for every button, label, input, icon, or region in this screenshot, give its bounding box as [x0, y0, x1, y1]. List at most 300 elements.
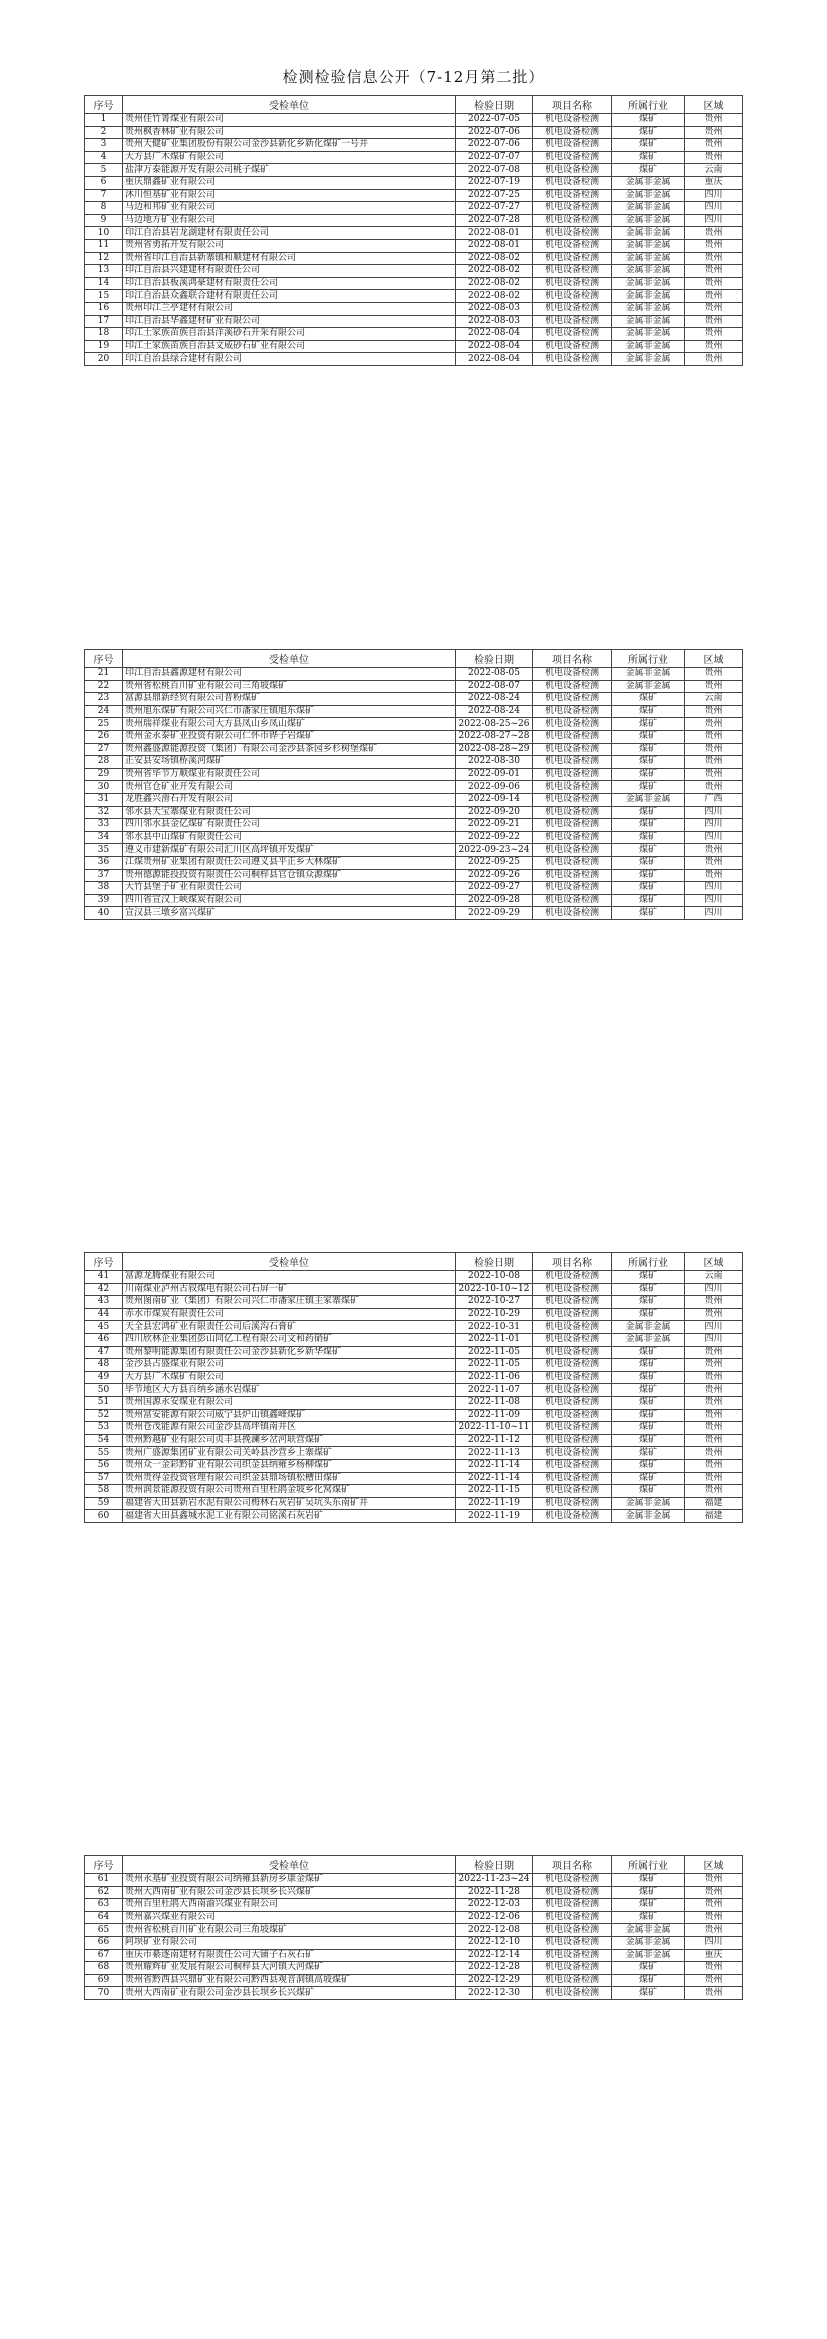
- cell-project: 机电设备检测: [533, 1962, 612, 1975]
- cell-industry: 煤矿: [612, 781, 685, 794]
- table-row: [85, 1359, 743, 1372]
- cell-unit: 贵州嘉兴煤业有限公司: [123, 1911, 456, 1924]
- cell-date: 2022-11-07: [456, 1384, 533, 1397]
- cell-project: 机电设备检测: [533, 730, 612, 743]
- cell-industry: 煤矿: [612, 1384, 685, 1397]
- cell-industry: 煤矿: [612, 1886, 685, 1899]
- cell-unit: 贵州省黔西县兴鼎矿业有限公司黔西县观音洞镇高坡煤矿: [123, 1974, 456, 1987]
- cell-date: 2022-08-30: [456, 756, 533, 769]
- cell-project: 机电设备检测: [533, 1321, 612, 1334]
- cell-region: 四川: [685, 202, 743, 215]
- cell-region: 广西: [685, 793, 743, 806]
- cell-unit: 印江土家族苗族自治县洋溪砂石开采有限公司: [123, 328, 456, 341]
- cell-project: 机电设备检测: [533, 869, 612, 882]
- cell-region: 贵州: [685, 114, 743, 127]
- cell-seq: 58: [85, 1485, 123, 1498]
- cell-unit: 四川欣林企业集团彭山同亿工程有限公司文和药硝矿: [123, 1333, 456, 1346]
- cell-seq: 51: [85, 1396, 123, 1409]
- cell-region: 贵州: [685, 277, 743, 290]
- inspection-table-2: [84, 649, 743, 920]
- cell-project: 机电设备检测: [533, 126, 612, 139]
- cell-industry: 煤矿: [612, 831, 685, 844]
- table-row: [85, 353, 743, 366]
- cell-seq: 60: [85, 1510, 123, 1523]
- cell-industry: 金属非金属: [612, 227, 685, 240]
- cell-seq: 44: [85, 1308, 123, 1321]
- cell-seq: 15: [85, 290, 123, 303]
- table-row: [85, 1886, 743, 1899]
- cell-seq: 59: [85, 1497, 123, 1510]
- cell-project: 机电设备检测: [533, 1510, 612, 1523]
- cell-project: 机电设备检测: [533, 1899, 612, 1912]
- table-row: [85, 1510, 743, 1523]
- cell-seq: 13: [85, 265, 123, 278]
- cell-project: 机电设备检测: [533, 1296, 612, 1309]
- cell-region: 云南: [685, 693, 743, 706]
- header-row: [85, 1253, 743, 1271]
- cell-industry: 金属非金属: [612, 189, 685, 202]
- column-header-industry: 所属行业: [612, 1856, 685, 1874]
- cell-date: 2022-08-03: [456, 315, 533, 328]
- table-row: [85, 1497, 743, 1510]
- cell-unit: 龙胜鑫兴滑石开发有限公司: [123, 793, 456, 806]
- cell-project: 机电设备检测: [533, 768, 612, 781]
- table-row: [85, 302, 743, 315]
- cell-seq: 42: [85, 1283, 123, 1296]
- cell-region: 贵州: [685, 1924, 743, 1937]
- cell-unit: 邻水县中山煤矿有限责任公司: [123, 831, 456, 844]
- cell-unit: 贵州官仓矿业开发有限公司: [123, 781, 456, 794]
- table-row: [85, 151, 743, 164]
- cell-date: 2022-11-09: [456, 1409, 533, 1422]
- cell-region: 四川: [685, 819, 743, 832]
- cell-region: 贵州: [685, 1987, 743, 2000]
- cell-date: 2022-08-27~28: [456, 730, 533, 743]
- cell-seq: 56: [85, 1459, 123, 1472]
- cell-region: 贵州: [685, 680, 743, 693]
- table-row: [85, 1422, 743, 1435]
- cell-unit: 贵州旭东煤矿有限公司兴仁市潘家庄镇旭东煤矿: [123, 705, 456, 718]
- cell-date: 2022-07-05: [456, 114, 533, 127]
- column-header-industry: 所属行业: [612, 650, 685, 668]
- cell-unit: 江煤贵州矿业集团有限责任公司遵义县平正乡大林煤矿: [123, 856, 456, 869]
- table-row: [85, 290, 743, 303]
- cell-industry: 煤矿: [612, 1422, 685, 1435]
- cell-project: 机电设备检测: [533, 353, 612, 366]
- cell-project: 机电设备检测: [533, 1974, 612, 1987]
- table-row: [85, 340, 743, 353]
- cell-date: 2022-12-08: [456, 1924, 533, 1937]
- cell-region: 贵州: [685, 290, 743, 303]
- cell-region: 贵州: [685, 768, 743, 781]
- cell-project: 机电设备检测: [533, 894, 612, 907]
- cell-project: 机电设备检测: [533, 189, 612, 202]
- cell-industry: 煤矿: [612, 1371, 685, 1384]
- cell-region: 重庆: [685, 176, 743, 189]
- inspection-table-1: [84, 95, 743, 366]
- cell-seq: 33: [85, 819, 123, 832]
- cell-industry: 煤矿: [612, 743, 685, 756]
- cell-region: 重庆: [685, 1949, 743, 1962]
- cell-date: 2022-07-25: [456, 189, 533, 202]
- table-row: [85, 265, 743, 278]
- cell-project: 机电设备检测: [533, 1359, 612, 1372]
- table-row: [85, 1962, 743, 1975]
- cell-industry: 煤矿: [612, 806, 685, 819]
- cell-seq: 18: [85, 328, 123, 341]
- table-row: [85, 819, 743, 832]
- cell-region: 贵州: [685, 139, 743, 152]
- cell-region: 贵州: [685, 743, 743, 756]
- cell-date: 2022-07-08: [456, 164, 533, 177]
- table-row: [85, 831, 743, 844]
- cell-project: 机电设备检测: [533, 328, 612, 341]
- cell-date: 2022-11-28: [456, 1886, 533, 1899]
- cell-unit: 贵州大西南矿业有限公司金沙县长坝乡长兴煤矿: [123, 1987, 456, 2000]
- cell-project: 机电设备检测: [533, 202, 612, 215]
- table-row: [85, 328, 743, 341]
- table-row: [85, 806, 743, 819]
- cell-region: 贵州: [685, 1434, 743, 1447]
- cell-date: 2022-07-06: [456, 139, 533, 152]
- cell-project: 机电设备检测: [533, 1333, 612, 1346]
- table-row: [85, 1949, 743, 1962]
- cell-region: 贵州: [685, 1384, 743, 1397]
- table-row: [85, 227, 743, 240]
- cell-seq: 17: [85, 315, 123, 328]
- cell-unit: 福建省大田县新岩水泥有限公司梅林石灰岩矿吴坑头东南矿井: [123, 1497, 456, 1510]
- cell-unit: 印江自治县华鑫建材矿业有限公司: [123, 315, 456, 328]
- cell-date: 2022-08-02: [456, 290, 533, 303]
- table-row: [85, 705, 743, 718]
- cell-industry: 煤矿: [612, 882, 685, 895]
- cell-seq: 21: [85, 668, 123, 681]
- cell-industry: 煤矿: [612, 907, 685, 920]
- cell-region: 贵州: [685, 844, 743, 857]
- cell-project: 机电设备检测: [533, 252, 612, 265]
- cell-date: 2022-10-08: [456, 1271, 533, 1284]
- cell-region: 四川: [685, 806, 743, 819]
- column-header-unit: 受检单位: [123, 1856, 456, 1874]
- cell-region: 贵州: [685, 315, 743, 328]
- cell-industry: 煤矿: [612, 151, 685, 164]
- cell-project: 机电设备检测: [533, 315, 612, 328]
- cell-seq: 10: [85, 227, 123, 240]
- cell-unit: 贵州大西南矿业有限公司金沙县长坝乡长兴煤矿: [123, 1886, 456, 1899]
- cell-region: 贵州: [685, 856, 743, 869]
- table-row: [85, 768, 743, 781]
- cell-region: 贵州: [685, 340, 743, 353]
- cell-region: 四川: [685, 907, 743, 920]
- table-row: [85, 1346, 743, 1359]
- table-row: [85, 189, 743, 202]
- cell-project: 机电设备检测: [533, 340, 612, 353]
- table-row: [85, 315, 743, 328]
- table-row: [85, 856, 743, 869]
- cell-project: 机电设备检测: [533, 1308, 612, 1321]
- table-row: [85, 869, 743, 882]
- cell-seq: 54: [85, 1434, 123, 1447]
- cell-project: 机电设备检测: [533, 239, 612, 252]
- column-header-date: 检验日期: [456, 1856, 533, 1874]
- cell-project: 机电设备检测: [533, 1396, 612, 1409]
- cell-seq: 12: [85, 252, 123, 265]
- cell-industry: 煤矿: [612, 1283, 685, 1296]
- cell-region: 贵州: [685, 126, 743, 139]
- column-header-date: 检验日期: [456, 650, 533, 668]
- cell-date: 2022-11-14: [456, 1472, 533, 1485]
- cell-region: 贵州: [685, 1459, 743, 1472]
- cell-seq: 4: [85, 151, 123, 164]
- cell-region: 福建: [685, 1497, 743, 1510]
- cell-date: 2022-11-12: [456, 1434, 533, 1447]
- cell-seq: 64: [85, 1911, 123, 1924]
- cell-industry: 金属非金属: [612, 1924, 685, 1937]
- cell-industry: 金属非金属: [612, 353, 685, 366]
- cell-project: 机电设备检测: [533, 856, 612, 869]
- cell-date: 2022-11-19: [456, 1510, 533, 1523]
- table-row: [85, 1296, 743, 1309]
- cell-industry: 煤矿: [612, 869, 685, 882]
- cell-seq: 66: [85, 1936, 123, 1949]
- table-row: [85, 1911, 743, 1924]
- cell-seq: 41: [85, 1271, 123, 1284]
- cell-date: 2022-08-02: [456, 265, 533, 278]
- cell-unit: 贵州润景能源投资有限公司贵州百里杜鹃金坡乡化窝煤矿: [123, 1485, 456, 1498]
- column-header-date: 检验日期: [456, 96, 533, 114]
- cell-unit: 贵州省松桃百川矿业有限公司三角坡煤矿: [123, 1924, 456, 1937]
- cell-date: 2022-08-24: [456, 705, 533, 718]
- cell-seq: 30: [85, 781, 123, 794]
- table-row: [85, 680, 743, 693]
- cell-industry: 煤矿: [612, 1911, 685, 1924]
- cell-project: 机电设备检测: [533, 1384, 612, 1397]
- cell-seq: 38: [85, 882, 123, 895]
- cell-seq: 20: [85, 353, 123, 366]
- cell-region: 四川: [685, 1333, 743, 1346]
- cell-industry: 金属非金属: [612, 680, 685, 693]
- cell-unit: 马边和邦矿业有限公司: [123, 202, 456, 215]
- cell-date: 2022-08-04: [456, 353, 533, 366]
- cell-unit: 重庆鼎鑫矿业有限公司: [123, 176, 456, 189]
- cell-seq: 63: [85, 1899, 123, 1912]
- cell-unit: 宣汉县三墩乡富兴煤矿: [123, 907, 456, 920]
- cell-seq: 55: [85, 1447, 123, 1460]
- cell-unit: 四川邻水县金亿煤矿有限责任公司: [123, 819, 456, 832]
- table-row: [85, 743, 743, 756]
- cell-region: 贵州: [685, 705, 743, 718]
- cell-region: 四川: [685, 882, 743, 895]
- cell-project: 机电设备检测: [533, 1874, 612, 1887]
- cell-project: 机电设备检测: [533, 882, 612, 895]
- cell-unit: 贵州金永泰矿业投资有限公司仁怀市铧子岩煤矿: [123, 730, 456, 743]
- cell-region: 贵州: [685, 1396, 743, 1409]
- header-row: [85, 1856, 743, 1874]
- cell-project: 机电设备检测: [533, 793, 612, 806]
- cell-date: 2022-08-01: [456, 239, 533, 252]
- cell-industry: 煤矿: [612, 139, 685, 152]
- table-row: [85, 844, 743, 857]
- cell-industry: 金属非金属: [612, 340, 685, 353]
- table-row: [85, 1924, 743, 1937]
- table-row: [85, 277, 743, 290]
- cell-project: 机电设备检测: [533, 1924, 612, 1937]
- cell-industry: 煤矿: [612, 1987, 685, 2000]
- cell-region: 贵州: [685, 1447, 743, 1460]
- cell-industry: 煤矿: [612, 1434, 685, 1447]
- cell-unit: 贵州印江兰亭建材有限公司: [123, 302, 456, 315]
- cell-date: 2022-12-10: [456, 1936, 533, 1949]
- cell-industry: 金属非金属: [612, 202, 685, 215]
- cell-seq: 29: [85, 768, 123, 781]
- cell-seq: 37: [85, 869, 123, 882]
- cell-date: 2022-12-06: [456, 1911, 533, 1924]
- cell-seq: 28: [85, 756, 123, 769]
- cell-project: 机电设备检测: [533, 1949, 612, 1962]
- cell-unit: 富源龙腾煤业有限公司: [123, 1271, 456, 1284]
- cell-unit: 福建省大田县鑫城水泥工业有限公司铭溪石灰岩矿: [123, 1510, 456, 1523]
- cell-date: 2022-11-19: [456, 1497, 533, 1510]
- table-row: [85, 114, 743, 127]
- cell-seq: 1: [85, 114, 123, 127]
- cell-unit: 印江自治县绿合建材有限公司: [123, 353, 456, 366]
- cell-region: 四川: [685, 831, 743, 844]
- cell-date: 2022-07-19: [456, 176, 533, 189]
- cell-date: 2022-08-04: [456, 340, 533, 353]
- cell-unit: 盐津万泰能源开发有限公司桃子煤矿: [123, 164, 456, 177]
- cell-industry: 煤矿: [612, 126, 685, 139]
- cell-project: 机电设备检测: [533, 1434, 612, 1447]
- cell-industry: 金属非金属: [612, 668, 685, 681]
- header-row: [85, 96, 743, 114]
- cell-industry: 煤矿: [612, 1308, 685, 1321]
- cell-industry: 金属非金属: [612, 793, 685, 806]
- cell-unit: 贵州众一金彩黔矿业有限公司织金县纳雍乡杨柳煤矿: [123, 1459, 456, 1472]
- cell-date: 2022-09-21: [456, 819, 533, 832]
- cell-date: 2022-11-05: [456, 1346, 533, 1359]
- column-header-industry: 所属行业: [612, 1253, 685, 1271]
- cell-unit: 毕节地区大方县百纳乡涵水岩煤矿: [123, 1384, 456, 1397]
- cell-project: 机电设备检测: [533, 743, 612, 756]
- cell-region: 贵州: [685, 328, 743, 341]
- table-row: [85, 1485, 743, 1498]
- table-row: [85, 1333, 743, 1346]
- cell-unit: 大竹县堡子矿业有限责任公司: [123, 882, 456, 895]
- cell-date: 2022-09-27: [456, 882, 533, 895]
- cell-seq: 40: [85, 907, 123, 920]
- cell-date: 2022-10-27: [456, 1296, 533, 1309]
- cell-date: 2022-11-13: [456, 1447, 533, 1460]
- cell-industry: 煤矿: [612, 1271, 685, 1284]
- cell-seq: 61: [85, 1874, 123, 1887]
- column-header-seq: 序号: [85, 650, 123, 668]
- cell-project: 机电设备检测: [533, 1886, 612, 1899]
- cell-unit: 贵州瑞祥煤业有限公司大方县凤山乡凤山煤矿: [123, 718, 456, 731]
- cell-region: 四川: [685, 189, 743, 202]
- cell-industry: 煤矿: [612, 894, 685, 907]
- cell-region: 贵州: [685, 252, 743, 265]
- cell-seq: 53: [85, 1422, 123, 1435]
- cell-seq: 68: [85, 1962, 123, 1975]
- cell-date: 2022-09-28: [456, 894, 533, 907]
- cell-unit: 贵州富安能源有限公司威宁县炉山镇鑫峰煤矿: [123, 1409, 456, 1422]
- cell-unit: 印江自治县板溪鸿豪建材有限责任公司: [123, 277, 456, 290]
- cell-project: 机电设备检测: [533, 1472, 612, 1485]
- cell-seq: 34: [85, 831, 123, 844]
- cell-industry: 煤矿: [612, 1485, 685, 1498]
- cell-date: 2022-12-29: [456, 1974, 533, 1987]
- cell-date: 2022-07-27: [456, 202, 533, 215]
- cell-region: 福建: [685, 1510, 743, 1523]
- cell-industry: 金属非金属: [612, 315, 685, 328]
- cell-seq: 9: [85, 214, 123, 227]
- cell-unit: 贵州图南矿业（集团）有限公司兴仁市潘家庄镇主家寨煤矿: [123, 1296, 456, 1309]
- cell-region: 四川: [685, 894, 743, 907]
- cell-seq: 57: [85, 1472, 123, 1485]
- cell-region: 贵州: [685, 1308, 743, 1321]
- cell-seq: 5: [85, 164, 123, 177]
- cell-project: 机电设备检测: [533, 1497, 612, 1510]
- cell-date: 2022-08-25~26: [456, 718, 533, 731]
- cell-seq: 2: [85, 126, 123, 139]
- cell-date: 2022-09-01: [456, 768, 533, 781]
- inspection-table-3: [84, 1252, 743, 1523]
- cell-industry: 煤矿: [612, 856, 685, 869]
- cell-region: 贵州: [685, 730, 743, 743]
- cell-seq: 26: [85, 730, 123, 743]
- cell-region: 贵州: [685, 668, 743, 681]
- cell-project: 机电设备检测: [533, 680, 612, 693]
- table-row: [85, 202, 743, 215]
- cell-date: 2022-08-04: [456, 328, 533, 341]
- cell-project: 机电设备检测: [533, 1911, 612, 1924]
- table-row: [85, 239, 743, 252]
- table-row: [85, 730, 743, 743]
- cell-region: 四川: [685, 214, 743, 227]
- cell-region: 贵州: [685, 1886, 743, 1899]
- cell-project: 机电设备检测: [533, 164, 612, 177]
- table-row: [85, 1936, 743, 1949]
- cell-seq: 45: [85, 1321, 123, 1334]
- cell-industry: 煤矿: [612, 164, 685, 177]
- cell-region: 贵州: [685, 265, 743, 278]
- cell-region: 贵州: [685, 869, 743, 882]
- cell-date: 2022-09-06: [456, 781, 533, 794]
- table-row: [85, 1987, 743, 2000]
- cell-seq: 7: [85, 189, 123, 202]
- cell-unit: 贵州苍茂能源有限公司金沙县高坪镇南井区: [123, 1422, 456, 1435]
- cell-region: 贵州: [685, 1485, 743, 1498]
- cell-project: 机电设备检测: [533, 1485, 612, 1498]
- cell-date: 2022-09-14: [456, 793, 533, 806]
- cell-industry: 煤矿: [612, 1899, 685, 1912]
- cell-seq: 52: [85, 1409, 123, 1422]
- column-header-region: 区域: [685, 96, 743, 114]
- cell-project: 机电设备检测: [533, 831, 612, 844]
- cell-region: 贵州: [685, 227, 743, 240]
- cell-project: 机电设备检测: [533, 705, 612, 718]
- cell-date: 2022-11-15: [456, 1485, 533, 1498]
- cell-date: 2022-11-14: [456, 1459, 533, 1472]
- cell-project: 机电设备检测: [533, 806, 612, 819]
- column-header-project: 项目名称: [533, 1253, 612, 1271]
- cell-region: 贵州: [685, 1422, 743, 1435]
- cell-region: 贵州: [685, 1962, 743, 1975]
- cell-project: 机电设备检测: [533, 277, 612, 290]
- cell-date: 2022-11-23~24: [456, 1874, 533, 1887]
- cell-date: 2022-12-30: [456, 1987, 533, 2000]
- cell-date: 2022-08-05: [456, 668, 533, 681]
